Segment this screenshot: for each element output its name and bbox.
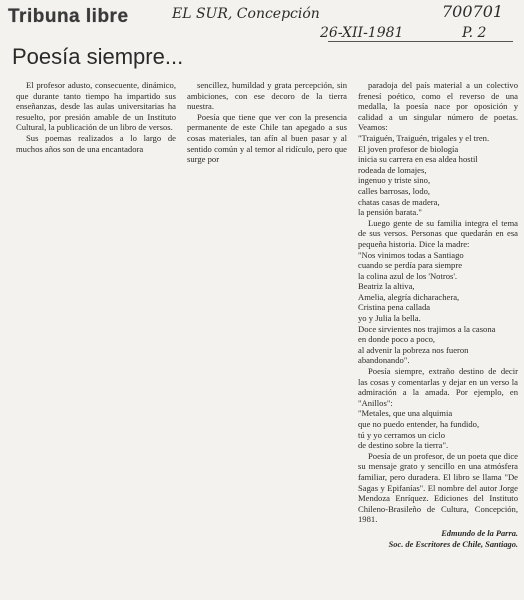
paragraph: El profesor adusto, consecuente, dinámico, que durante tanto tiempo ha impartido sus enseñanzas, desde las aulas universitarias ha resuelto, por presión amable de un Instituto Cultural, la publicación de un libro de versos. — [16, 80, 176, 133]
article-column-3 — [358, 80, 518, 550]
poem-line: Beatriz la altiva, — [358, 281, 415, 292]
poem-line: "Metales, que una alquimia — [358, 408, 453, 419]
article-column-2 — [187, 80, 347, 165]
paragraph: paradoja del país material a un colectivo frenesí poético, como el reverso de una medalla, la poesía nace por oposición y calidad a un singular número de poetas. Veamos: — [358, 80, 518, 133]
poem-line: al advenir la pobreza nos fueron abandonando". — [358, 344, 469, 366]
poem-line: "Traiguén, Traiguén, trigales y el tren. — [358, 132, 490, 143]
poem-line: ingenuo y triste sino, — [358, 175, 431, 186]
author-signature: Edmundo de la Parra. — [441, 528, 518, 538]
poem-line: calles barrosas, lodo, — [358, 185, 431, 196]
poem-line: tú y yo cerramos un ciclo — [358, 429, 446, 440]
handwritten-code: 700701 — [442, 2, 504, 21]
poem-line: yo y Julia la bella. — [358, 313, 421, 324]
paragraph: Luego gente de su familia integra el tema de sus versos. Personas que quedarán en esa pequeña historia. Dice la madre: — [358, 217, 518, 249]
poem-line: Doce sirvientes nos trajimos a la casona — [358, 323, 496, 334]
article-column-1 — [16, 80, 176, 154]
poem-line: cuando se perdía para siempre — [358, 260, 463, 271]
author-affiliation: Soc. de Escritores de Chile, Santiago. — [388, 539, 518, 549]
poem-line: la pensión barata." — [358, 207, 422, 218]
handwritten-page: P. 2 — [462, 25, 487, 41]
poem-line: El joven profesor de biología — [358, 143, 459, 154]
poem-excerpt-2 — [358, 250, 518, 367]
paragraph: sencillez, humildad y grata percepción, sin ambiciones, con ese decoro de la tierra nuestra. — [187, 80, 347, 112]
paragraph: Sus poemas realizados a lo largo de muchos años son de una encantadora — [16, 132, 176, 154]
paragraph: Poesía siempre, extraño destino de decir las cosas y comentarlas y dejar en un verso la admiración a la amada. Por ejemplo, en "Anillos": — [358, 366, 518, 408]
poem-line: chatas casas de madera, — [358, 196, 440, 207]
handwritten-date: 26-XII-1981 — [320, 25, 404, 41]
poem-line: rodeada de lomajes, — [358, 164, 427, 175]
poem-line: la colina azul de los 'Notros'. — [358, 270, 458, 281]
poem-line: Cristina pena callada — [358, 302, 431, 313]
poem-excerpt-3 — [358, 408, 518, 450]
section-title: Tribuna libre — [8, 6, 129, 27]
poem-excerpt-1 — [358, 133, 518, 218]
poem-line: "Nos vinimos todas a Santiago — [358, 249, 464, 260]
poem-line: inicia su carrera en esa aldea hostil — [358, 154, 478, 165]
handwritten-underline — [328, 41, 513, 42]
poem-line: que no puedo entender, ha fundido, — [358, 419, 480, 429]
handwritten-source: EL SUR, Concepción — [172, 6, 320, 22]
poem-line: Amelia, alegría dicharachera, — [358, 291, 460, 302]
poem-line: de destino sobre la tierra". — [358, 440, 449, 451]
paragraph: Poesía que tiene que ver con la presencia permanente de este Chile tan apegado a sus cosas materiales, tan afín al buen pasar y al sentido común y al temor al ridículo, pero que surge por — [187, 111, 347, 165]
article-headline: Poesía siempre... — [12, 44, 184, 69]
poem-line: en donde poco a poco, — [358, 334, 436, 345]
paragraph: Poesía de un profesor, de un poeta que dice su mensaje grato y sencillo en una atmósfera familiar, pero duradera. El libro se llama "De Sagas y Epifanías". El nombre del autor Jorge Mendoza Enríquez. Ediciones del Instituto Chileno-Brasileño de Cultura, Concepción, 1981. — [358, 450, 518, 525]
